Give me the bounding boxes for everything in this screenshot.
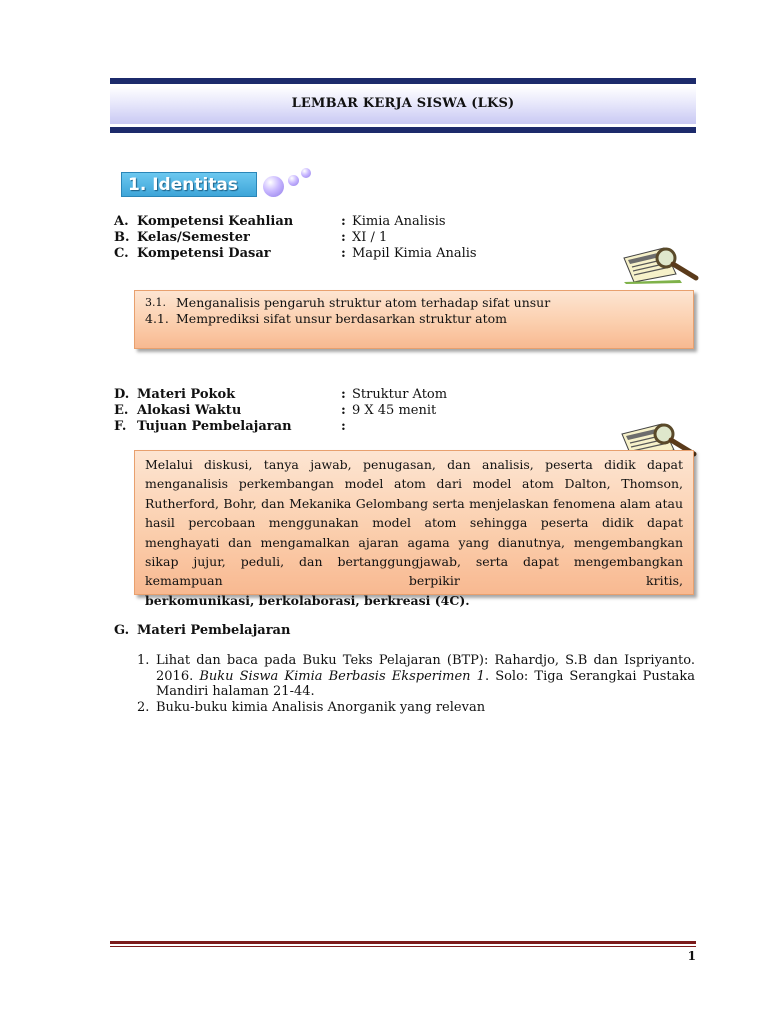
row-value: Kimia Analisis (352, 214, 446, 229)
reference-book-title: Buku Siswa Kimia Berbasis Eksperimen 1 (199, 668, 485, 684)
page-title: LEMBAR KERJA SISWA (LKS) (291, 96, 515, 111)
row-letter: G. (114, 623, 130, 638)
header-banner (110, 78, 696, 134)
list-item (137, 653, 695, 700)
list-number: 1. (137, 653, 150, 668)
row-label: Kelas/Semester (137, 230, 250, 245)
row-letter: A. (114, 214, 129, 229)
row-value: 9 X 45 menit (352, 403, 437, 418)
row-value: Struktur Atom (352, 387, 448, 402)
competency-item (135, 311, 693, 327)
objective-text: Melalui diskusi, tanya jawab, penugasan, dan analisis, peserta didik dapat menganalisis perkembangan model atom dari model atom Dalton, Thomson, Rutherford, Bohr, dan Mekanika Gelombang serta menjelaskan fenomena alam atau hasil percobaan menggunakan model atom sehingga peserta didik dapat menghayati dan mengamalkan ajaran agama yang dianutnya, mengembangkan sikap jujur, peduli, dan bertanggungjawab, serta dapat mengembangkan kemampuan berpikir kritis, (145, 457, 683, 589)
list-item-text: Buku-buku kimia Analisis Anorganik yang relevan (156, 699, 486, 715)
row-label: Materi Pembelajaran (137, 623, 291, 638)
detail-row (114, 419, 674, 435)
identity-row (114, 246, 674, 262)
list-item (137, 700, 695, 716)
footer-rule (110, 946, 696, 947)
bubble-icon (263, 176, 284, 197)
header-rule-top (110, 78, 696, 84)
bubble-icon (288, 175, 299, 186)
footer-rule (110, 941, 696, 944)
row-label: Tujuan Pembelajaran (137, 419, 292, 434)
identity-list (114, 214, 674, 262)
row-label: Alokasi Waktu (137, 403, 242, 418)
detail-list (114, 387, 674, 435)
section-label-identitas: 1. Identitas (121, 172, 257, 197)
competency-text: Menganalisis pengaruh struktur atom terhadap sifat unsur (176, 295, 551, 310)
row-label: Kompetensi Dasar (137, 246, 271, 261)
row-colon: : (341, 230, 346, 245)
detail-row (114, 403, 674, 419)
competency-number: 3.1. (145, 296, 166, 309)
row-colon: : (341, 387, 346, 402)
row-label: Materi Pokok (137, 387, 236, 402)
identity-row (114, 230, 674, 246)
materi-heading (114, 623, 291, 639)
objective-text-last: berkomunikasi, berkolaborasi, berkreasi (4C). (145, 592, 470, 608)
magnifier-document-icon (620, 244, 700, 284)
competency-text: Memprediksi sifat unsur berdasarkan struktur atom (176, 311, 508, 326)
row-colon: : (341, 419, 346, 434)
page-number: 1 (687, 949, 696, 963)
row-colon: : (341, 403, 346, 418)
reference-text: Lihat dan baca pada Buku Teks Pelajaran (BTP): Rahardjo, S.B dan Ispriyanto. 2016. (156, 653, 695, 684)
identity-row (114, 214, 674, 230)
row-colon: : (341, 246, 346, 261)
materi-list (137, 653, 695, 715)
list-number: 2. (137, 699, 150, 715)
reference-text: . Solo: Tiga Serangkai Pustaka Mandiri halaman 21-44. (156, 668, 695, 700)
competency-item (135, 295, 693, 311)
objective-box (134, 450, 694, 608)
row-label: Kompetensi Keahlian (137, 214, 294, 229)
row-letter: B. (114, 230, 130, 245)
row-value: Mapil Kimia Analis (352, 246, 477, 261)
row-letter: D. (114, 387, 130, 402)
row-letter: C. (114, 246, 129, 261)
detail-row (114, 387, 674, 403)
row-letter: F. (114, 419, 127, 434)
bubble-icon (301, 168, 311, 178)
row-letter: E. (114, 403, 129, 418)
competency-box (134, 290, 694, 349)
competency-number: 4.1. (145, 311, 169, 326)
row-colon: : (341, 214, 346, 229)
row-value: XI / 1 (352, 230, 388, 245)
header-rule-bottom (110, 127, 696, 133)
